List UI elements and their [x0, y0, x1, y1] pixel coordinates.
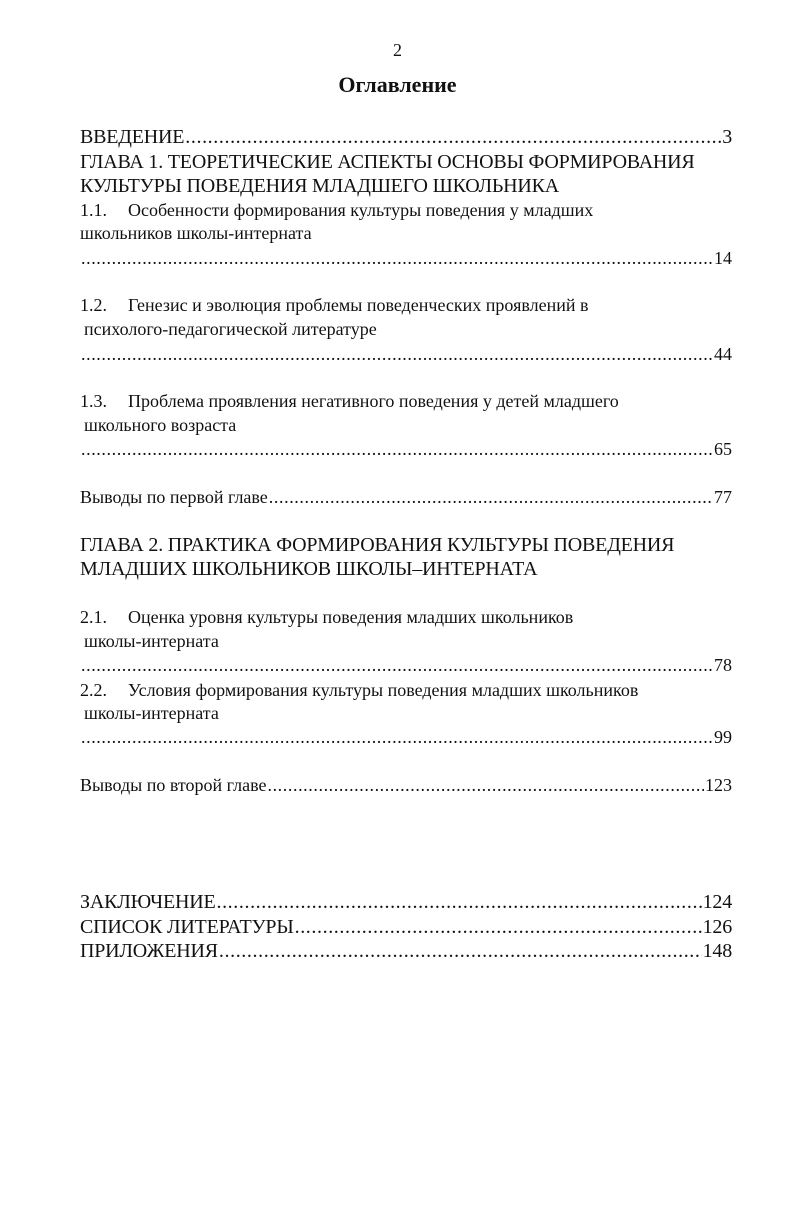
dot-leader [185, 127, 721, 147]
toc-section-1-2[interactable] [80, 296, 732, 314]
toc-section-1-3-leader [80, 440, 732, 458]
toc-entry-page: 77 [714, 487, 732, 507]
toc-section-2-2-leader [80, 728, 732, 746]
toc-entry-page: 126 [702, 916, 732, 938]
toc-entry-conclusions-1[interactable] [80, 488, 732, 506]
toc-entry-page: 123 [705, 775, 732, 795]
toc-section-1-3[interactable] [80, 392, 732, 410]
section-title: Условия формирования культуры поведения младших школьников [128, 680, 639, 700]
toc-entry-label: ЗАКЛЮЧЕНИЕ [80, 891, 216, 913]
chapter-1-title-cont: КУЛЬТУРЫ ПОВЕДЕНИЯ МЛАДШЕГО ШКОЛЬНИКА [80, 175, 559, 197]
toc-entry-bibliography[interactable] [80, 917, 732, 937]
chapter-1-title[interactable]: ГЛАВА 1. ТЕОРЕТИЧЕСКИЕ АСПЕКТЫ ОСНОВЫ ФОРМИРОВАНИЯ [80, 151, 695, 173]
toc-entry-page: 44 [714, 344, 732, 364]
section-number: 2.1. [80, 607, 107, 627]
dot-leader [81, 440, 713, 458]
toc-entry-page: 124 [702, 891, 732, 913]
dot-leader [81, 249, 713, 267]
chapter-2-title[interactable]: ГЛАВА 2. ПРАКТИКА ФОРМИРОВАНИЯ КУЛЬТУРЫ ПОВЕДЕНИЯ [80, 534, 675, 556]
toc-entry-label: Выводы по первой главе [80, 487, 268, 507]
dot-leader [81, 656, 713, 674]
section-title: Оценка уровня культуры поведения младших школьников [128, 607, 574, 627]
dot-leader [81, 728, 713, 746]
dot-leader [267, 776, 704, 794]
toc-entry-page: 99 [714, 727, 732, 747]
toc-entry-introduction[interactable] [80, 127, 732, 147]
toc-section-1-2-leader [80, 345, 732, 363]
dot-leader [219, 941, 702, 961]
section-title-cont: школы-интерната [84, 631, 219, 651]
toc-entry-page: 65 [714, 439, 732, 459]
dot-leader [216, 892, 701, 912]
dot-leader [269, 488, 713, 506]
toc-entry-label: Выводы по второй главе [80, 775, 267, 795]
chapter-2-title-cont: МЛАДШИХ ШКОЛЬНИКОВ ШКОЛЫ–ИНТЕРНАТА [80, 558, 538, 580]
dot-leader [295, 917, 702, 937]
section-number: 1.3. [80, 391, 107, 411]
toc-section-1-1[interactable] [80, 201, 732, 219]
toc-entry-page: 78 [714, 655, 732, 675]
toc-section-2-1[interactable] [80, 608, 732, 626]
toc-section-2-1-leader [80, 656, 732, 674]
toc-entry-page: 3 [722, 126, 732, 148]
toc-section-1-1-leader [80, 249, 732, 267]
section-title-cont: психолого-педагогической литературе [84, 319, 377, 339]
section-number: 1.2. [80, 295, 107, 315]
section-title: Особенности формирования культуры поведения у младших [128, 200, 594, 220]
toc-entry-conclusions-2[interactable] [80, 776, 732, 794]
toc-entry-label: СПИСОК ЛИТЕРАТУРЫ [80, 916, 294, 938]
toc-section-2-2[interactable] [80, 681, 732, 699]
section-number: 1.1. [80, 200, 107, 220]
page-number: 2 [393, 40, 402, 60]
section-title-cont: школьников школы-интерната [80, 223, 312, 243]
toc-entry-page: 14 [714, 248, 732, 268]
toc-entry-conclusion[interactable] [80, 892, 732, 912]
toc-entry-appendices[interactable] [80, 941, 732, 961]
section-title: Генезис и эволюция проблемы поведенческих проявлений в [128, 295, 589, 315]
section-number: 2.2. [80, 680, 107, 700]
section-title-cont: школы-интерната [84, 703, 219, 723]
section-title-cont: школьного возраста [84, 415, 237, 435]
section-title: Проблема проявления негативного поведения у детей младшего [128, 391, 619, 411]
toc-entry-page: 148 [702, 940, 732, 962]
page-title: Оглавление [338, 72, 457, 97]
toc-entry-label: ВВЕДЕНИЕ [80, 126, 185, 148]
toc-entry-label: ПРИЛОЖЕНИЯ [80, 940, 218, 962]
dot-leader [81, 345, 713, 363]
